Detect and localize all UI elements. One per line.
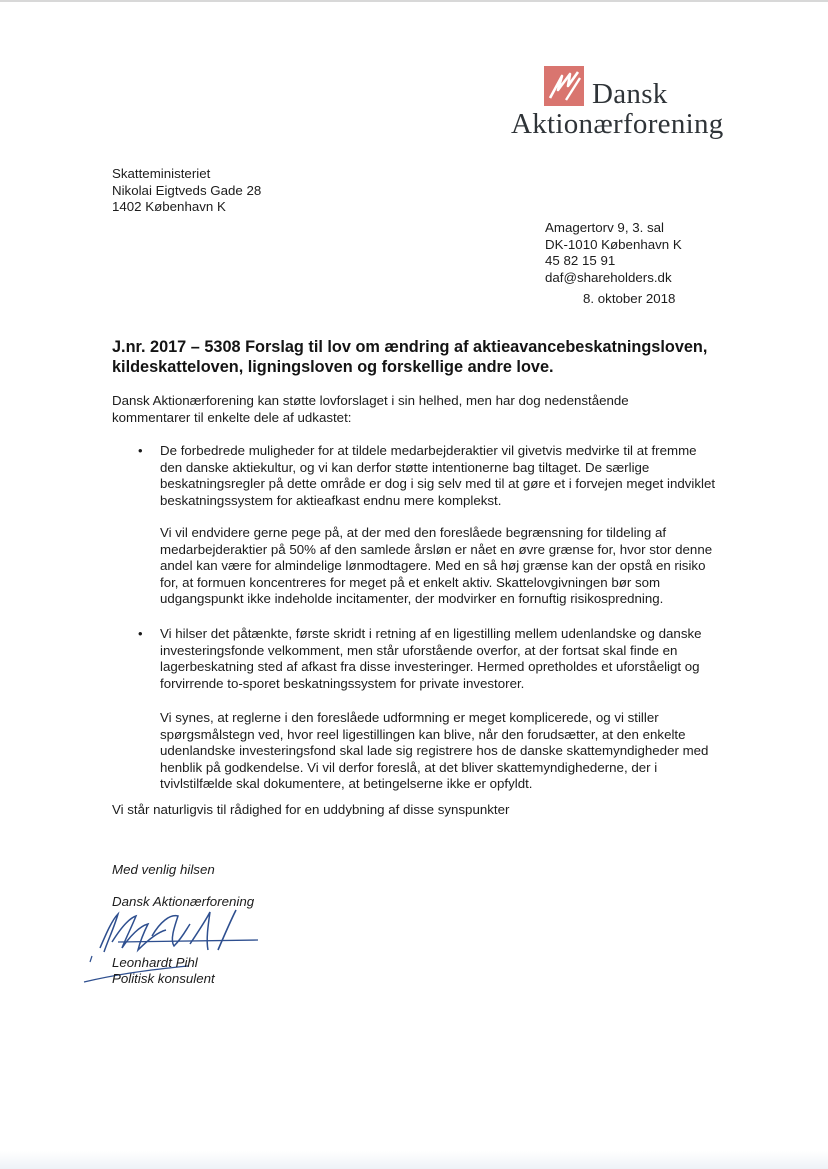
bullet-paragraph: Vi vil endvidere gerne pege på, at der med den foreslåede begrænsning for tildeling af medarbejderaktier på 50% af den samlede årsløn er nået en øvre grænse for, hvor stor denne andel kan være for almindelige lønmodtagere. Med en så høj grænse kan der opstå en risiko for, at formuen koncentreres for meget på et enkelt aktiv. Skattelovgivningen bør som udgangspunkt ikke indeholde incitamenter, der modvirker en fornuftig risikospredning.: [160, 525, 713, 607]
logo-line1: Dansk: [592, 78, 668, 110]
logo: [508, 66, 724, 142]
bullet-symbol: •: [138, 443, 143, 458]
sender-city: DK-1010 København K: [545, 236, 682, 252]
logo-mark-icon: [544, 66, 584, 106]
bullet-paragraph: Vi hilser det påtænkte, første skridt i retning af en ligestilling mellem udenlandske og danske investeringsfonde velkomment, men står uforstående overfor, at der fortsat skal finde en lagerbeskatning sted af afkast fra disse investeringer. Hermed opretholdes et uforståeligt og forvirrende to-sporet beskatningssystem for private investorer.: [160, 626, 702, 691]
sender-street: Amagertorv 9, 3. sal: [545, 220, 664, 235]
bullet-item: [112, 626, 712, 796]
intro-paragraph: Dansk Aktionærforening kan støtte lovforslaget i sin helhed, men har dog nedenstående kommentarer til enkelte dele af udkastet:: [112, 393, 629, 425]
greeting: Med venlig hilsen: [112, 862, 215, 877]
bullet-paragraph: De forbedrede muligheder for at tildele medarbejderaktier vil givetvis medvirke til at fremme den danske aktiekultur, og vi kan derfor støtte intentionerne bag tiltaget. De særlige beskatningsregler på dette område er dog i sig selv med til at gøre et i forvejen meget indviklet beskatningssystem for aktieafkast endnu mere komplekst.: [160, 443, 716, 508]
signatory-name: Leonhardt Pihl: [112, 955, 198, 970]
recipient-name: Skatteministeriet: [112, 166, 211, 181]
bullet-item: [112, 443, 716, 613]
recipient-city: 1402 København K: [112, 199, 226, 215]
letter-date: 8. oktober 2018: [583, 291, 676, 306]
logo-line2: Aktionærforening: [511, 108, 724, 140]
subject-heading: J.nr. 2017 – 5308 Forslag til lov om ændring af aktieavancebeskatningsloven, kildeskatteloven, ligningsloven og forskellige andre love.: [112, 338, 708, 376]
recipient-address: [112, 166, 261, 216]
scan-edge-bottom: [0, 1151, 828, 1169]
sender-phone: 45 82 15 91: [545, 253, 616, 269]
sender-email: daf@shareholders.dk: [545, 269, 672, 285]
closing-sentence: Vi står naturligvis til rådighed for en uddybning af disse synspunkter: [112, 802, 510, 817]
bullet-symbol: •: [138, 626, 143, 641]
sender-address: [545, 220, 682, 286]
signoff-organization: Dansk Aktionærforening: [112, 894, 255, 909]
bullet-paragraph: Vi synes, at reglerne i den foreslåede udformning er meget komplicerede, og vi stiller spørgsmålstegn ved, hvor reel ligestillingen kan blive, når den forudsætter, at den enkelte udenlandske investeringsfond skal lade sig registrere hos de danske skattemyndigheder med henblik på godkendelse. Vi vil derfor foreslå, at det bliver skattemyndighederne, der i tvivlstilfælde skal dokumentere, at betingelserne ikke er opfyldt.: [160, 710, 709, 792]
scan-edge-top: [0, 0, 828, 2]
signatory-title: Politisk konsulent: [112, 971, 215, 986]
recipient-street: Nikolai Eigtveds Gade 28: [112, 182, 262, 198]
